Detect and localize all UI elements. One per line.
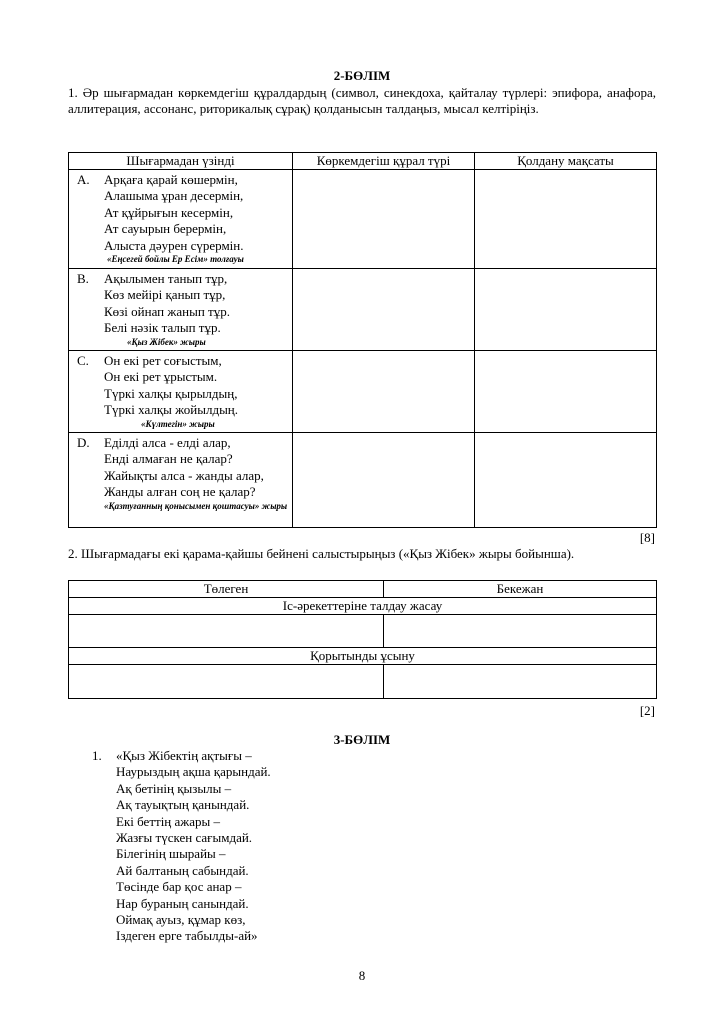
header-tolegen: Төлеген <box>69 581 384 598</box>
answer-cell[interactable] <box>69 615 384 648</box>
excerpt-line: Он екі рет соғыстым, <box>104 353 222 368</box>
row-letter: A. <box>77 172 90 187</box>
answer-cell[interactable] <box>475 351 657 433</box>
poem-line: Ақ тауықтың қанындай. <box>116 797 250 813</box>
excerpt-line: Ат құйрығын кесермін, <box>104 204 234 220</box>
section2-title: 2-БӨЛІМ <box>333 68 391 83</box>
excerpt-line: Ақылымен танып тұр, <box>104 271 228 286</box>
excerpt-source: «Қазтуғанның қонысымен қоштасуы» жыры <box>104 500 288 511</box>
poem-line: Жазғы түскен сағымдай. <box>116 830 253 846</box>
header-device-type: Көркемдегіш құрал түрі <box>293 153 475 170</box>
excerpt-line: Көзі ойнап жанып тұр. <box>104 303 230 319</box>
answer-cell[interactable] <box>293 170 475 269</box>
analysis-row-label: Іс-әрекеттеріне талдау жасау <box>69 598 657 615</box>
page-number: 8 <box>358 968 366 983</box>
poem-line: «Қыз Жібектің ақтығы – <box>116 748 252 763</box>
excerpt-cell-a <box>69 170 293 269</box>
poem-line: Нар бураның санындай. <box>116 895 249 911</box>
answer-cell[interactable] <box>475 269 657 351</box>
answer-cell[interactable] <box>293 269 475 351</box>
task2-text: 2. Шығармадағы екі қарама-қайшы бейнені салыстырыңыз («Қыз Жібек» жыры бойынша). <box>68 546 575 561</box>
header-excerpt: Шығармадан үзінді <box>69 153 293 170</box>
excerpt-line: Жанды алған соң не қалар? <box>104 484 256 500</box>
score-table1: [8] <box>639 530 655 545</box>
answer-cell[interactable] <box>475 433 657 528</box>
excerpt-line: Көз мейірі қанып тұр, <box>104 287 226 303</box>
row-letter: C. <box>77 353 89 368</box>
excerpt-line: Енді алмаған не қалар? <box>104 451 233 467</box>
excerpt-line: Түркі халқы жойылдың. <box>104 402 239 418</box>
section3-title: 3-БӨЛІМ <box>333 732 391 747</box>
table-row <box>69 351 657 433</box>
row-letter: D. <box>77 435 90 450</box>
excerpt-line: Алашыма ұран десермін, <box>104 188 244 204</box>
excerpt-line: Ат сауырын берермін, <box>104 221 227 237</box>
poem-line: Ай балтаның сабындай. <box>116 862 249 878</box>
excerpt-line: Алыста дәурен сүрермін. <box>104 237 244 253</box>
table-row <box>69 269 657 351</box>
header-purpose: Қолдану мақсаты <box>475 153 657 170</box>
analysis-table <box>68 152 657 528</box>
poem-line: Білегінің шырайы – <box>116 846 226 862</box>
excerpt-source: «Қыз Жібек» жыры <box>127 336 206 347</box>
comparison-table <box>68 580 657 699</box>
answer-cell[interactable] <box>384 615 657 648</box>
excerpt-cell-c <box>69 351 293 433</box>
score-table2: [2] <box>639 703 655 718</box>
conclusion-row-label: Қорытынды ұсыну <box>69 648 657 665</box>
answer-cell[interactable] <box>293 351 475 433</box>
excerpt-line: Белі нәзік талып тұр. <box>104 320 221 336</box>
table-row <box>69 170 657 269</box>
poem-line: Оймақ ауыз, құмар көз, <box>116 912 246 928</box>
answer-cell[interactable] <box>475 170 657 269</box>
poem-line: Наурыздың ақша қарындай. <box>116 764 271 780</box>
poem-line: Екі беттің ажары – <box>116 813 221 829</box>
poem-block <box>92 748 271 945</box>
excerpt-line: Он екі рет ұрыстым. <box>104 369 218 385</box>
excerpt-cell-d <box>69 433 293 528</box>
excerpt-line: Түркі халқы қырылдың, <box>104 385 238 401</box>
answer-cell[interactable] <box>384 665 657 699</box>
excerpt-line: Еділді алса - елді алар, <box>104 435 231 450</box>
excerpt-cell-b <box>69 269 293 351</box>
excerpt-source: «Еңсегей бойлы Ер Есім» толғауы <box>107 254 244 265</box>
excerpt-line: Арқаға қарай көшермін, <box>104 172 238 187</box>
table-row <box>69 433 657 528</box>
row-letter: B. <box>77 271 89 286</box>
poem-line: Ақ бетінің қызылы – <box>116 780 232 796</box>
answer-cell[interactable] <box>293 433 475 528</box>
answer-cell[interactable] <box>69 665 384 699</box>
task1-text: 1. Әр шығармадан көркемдегіш құралдардың (символ, синекдоха, қайталау түрлері: эпифора, анафора, аллитерация, ассонанс, риторикалық сұрақ) қолданысын талдаңыз, мысал келтіріңіз. <box>68 85 656 116</box>
item-number: 1. <box>92 748 102 763</box>
poem-line: Іздеген ерге табылды-ай» <box>116 928 258 944</box>
poem-line: Төсінде бар қос анар – <box>116 879 242 895</box>
excerpt-line: Жайықты алса - жанды алар, <box>104 467 264 483</box>
header-bekezhan: Бекежан <box>384 581 657 598</box>
excerpt-source: «Күлтегін» жыры <box>141 418 215 429</box>
